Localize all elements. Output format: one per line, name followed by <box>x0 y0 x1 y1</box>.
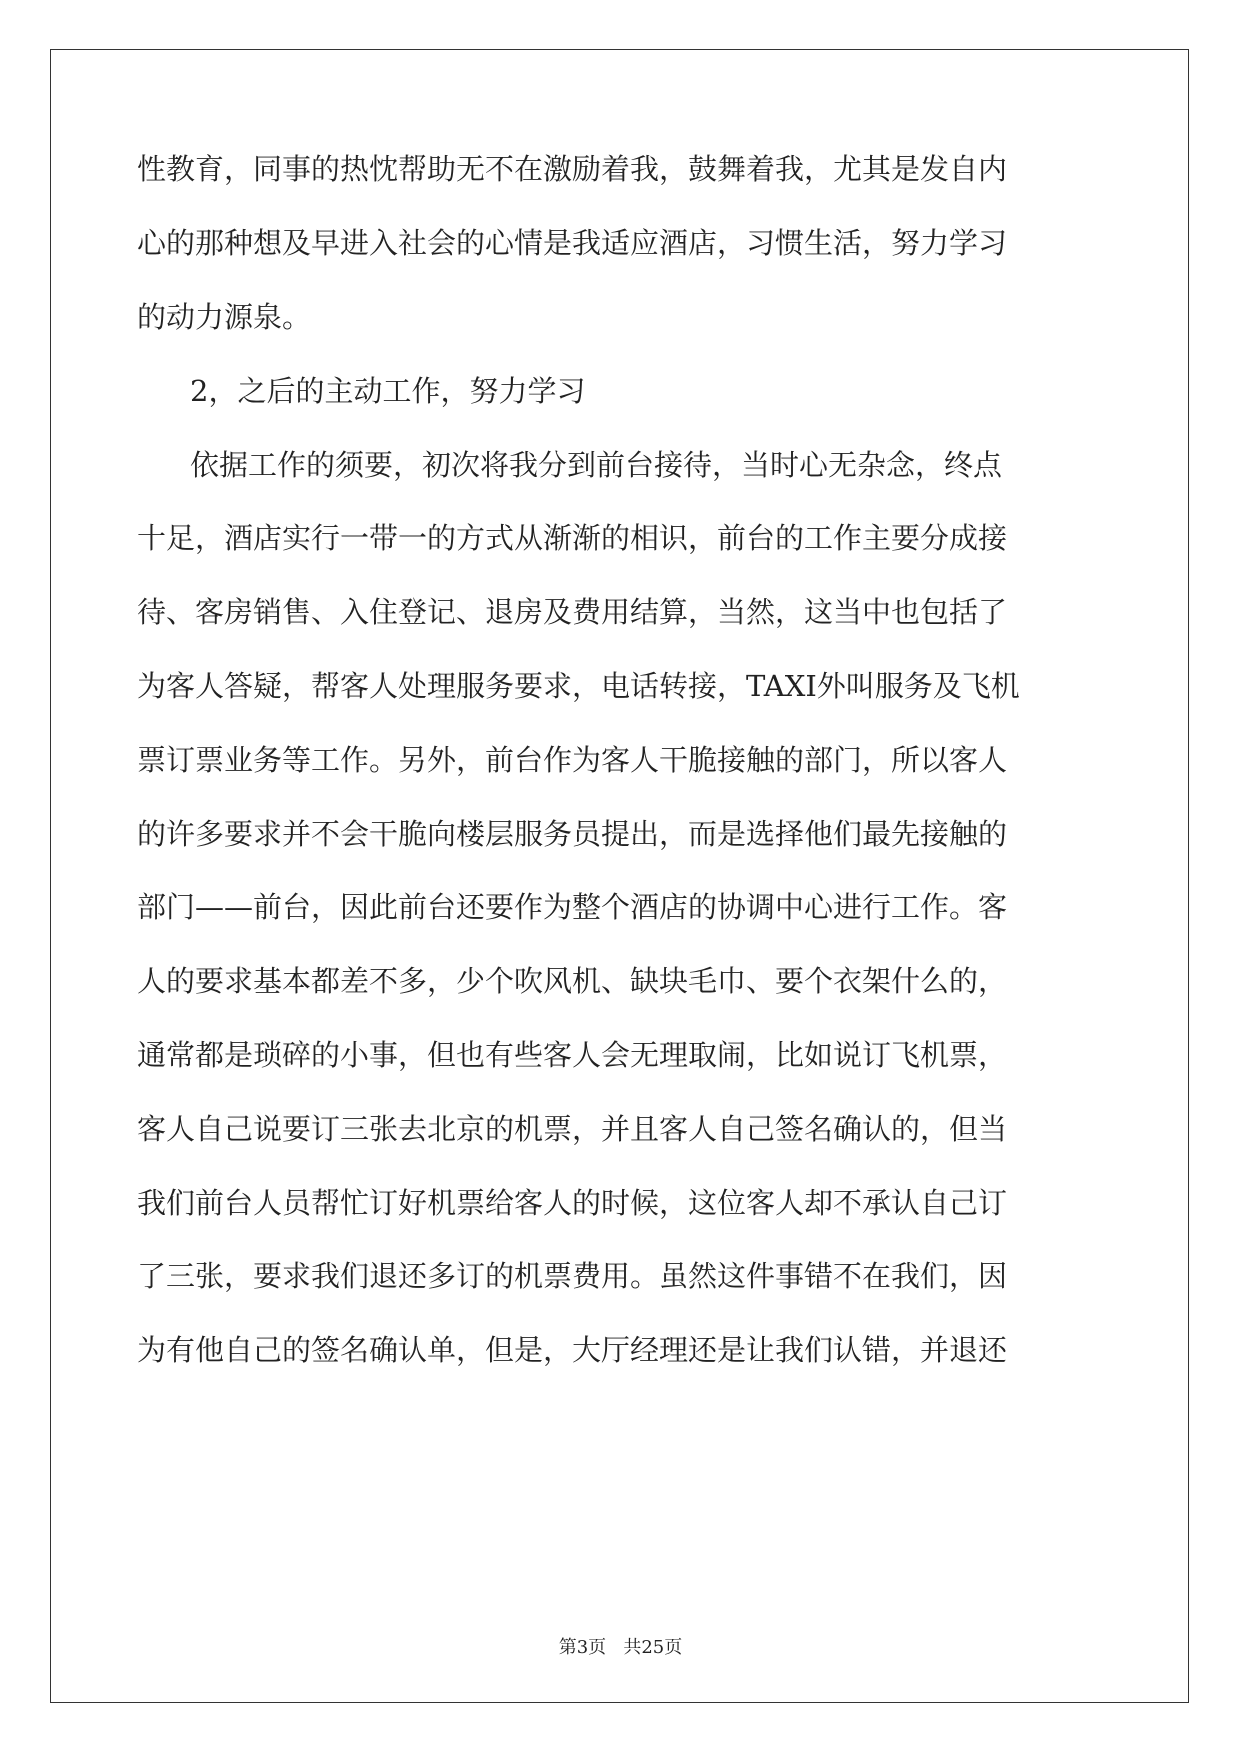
line-14: 客人自己说要订三张去北京的机票，并且客人自己签名确认的，但当 <box>137 1112 1008 1146</box>
line-15: 我们前台人员帮忙订好机票给客人的时候，这位客人却不承认自己订 <box>137 1186 1008 1220</box>
line-13: 通常都是琐碎的小事，但也有些客人会无理取闹，比如说订飞机票， <box>137 1038 1008 1072</box>
line-10: 的许多要求并不会干脆向楼层服务员提出，而是选择他们最先接触的 <box>137 817 1008 851</box>
page-number-footer: 第3页 共25页 <box>558 1637 683 1658</box>
line-8: 为客人答疑，帮客人处理服务要求，电话转接，TAXI外叫服务及飞机 <box>137 669 1020 703</box>
section-heading: 2，之后的主动工作，努力学习 <box>190 374 586 408</box>
line-7: 待、客房销售、入住登记、退房及费用结算，当然，这当中也包括了 <box>137 595 1008 629</box>
line-11: 部门——前台，因此前台还要作为整个酒店的协调中心进行工作。客 <box>137 890 1008 924</box>
line-1: 性教育，同事的热忱帮助无不在激励着我，鼓舞着我，尤其是发自内 <box>137 152 1008 186</box>
line-6: 十足，酒店实行一带一的方式从渐渐的相识，前台的工作主要分成接 <box>137 521 1008 555</box>
line-5: 依据工作的须要，初次将我分到前台接待，当时心无杂念，终点 <box>190 448 1003 482</box>
line-9: 票订票业务等工作。另外，前台作为客人干脆接触的部门，所以客人 <box>137 743 1008 777</box>
line-17: 为有他自己的签名确认单，但是，大厅经理还是让我们认错，并退还 <box>137 1333 1008 1367</box>
line-3: 的动力源泉。 <box>137 300 312 334</box>
page-border <box>50 49 1189 1703</box>
line-16: 了三张，要求我们退还多订的机票费用。虽然这件事错不在我们，因 <box>137 1259 1008 1293</box>
line-2: 心的那种想及早进入社会的心情是我适应酒店，习惯生活，努力学习 <box>137 226 1008 260</box>
line-12: 人的要求基本都差不多，少个吹风机、缺块毛巾、要个衣架什么的， <box>137 964 1008 998</box>
